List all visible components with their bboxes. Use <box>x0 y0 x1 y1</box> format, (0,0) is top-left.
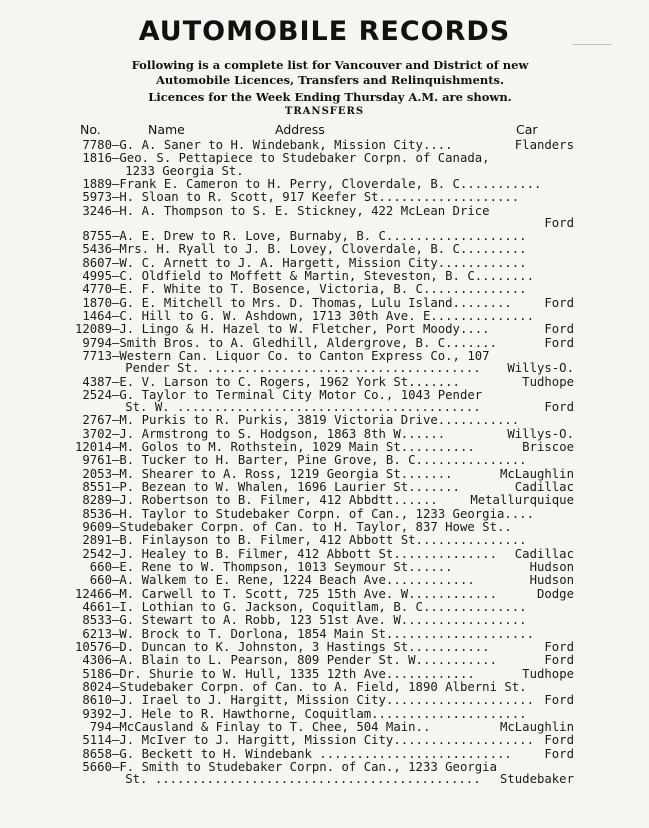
entry-line <box>66 191 574 203</box>
margin-rule <box>572 44 612 45</box>
entry-dash: — <box>112 203 120 218</box>
entry-line <box>66 428 574 440</box>
car-make: Metallurquique <box>470 493 574 508</box>
entry-dash: — <box>112 679 120 694</box>
car-make: Briscoe <box>522 440 574 455</box>
entry-line <box>66 748 574 760</box>
transfer-text: Western Can. Liquor Co. to Canton Express Co., 107 <box>119 349 490 363</box>
licence-number: 8658 <box>82 746 112 761</box>
licence-number: 4387 <box>82 374 112 389</box>
entry-line <box>66 534 574 546</box>
list-item <box>66 257 574 269</box>
section-heading: TRANSFERS <box>284 106 365 117</box>
entry-dash: — <box>112 282 120 297</box>
list-item <box>66 561 574 573</box>
entry-dash: — <box>112 586 120 601</box>
entry-dash: — <box>112 493 120 508</box>
transfer-text: W. C. Arnett to J. A. Hargett, Mission City............ <box>119 255 527 270</box>
list-item <box>66 761 574 785</box>
entry-dash: — <box>112 480 120 495</box>
car-make: Studebaker <box>499 772 574 787</box>
list-item <box>66 628 574 640</box>
list-item <box>66 734 574 746</box>
transfer-text: M. Carwell to T. Scott, 725 15th Ave. W............ <box>119 586 497 601</box>
entry-dash: — <box>112 426 120 441</box>
transfer-text: G. Taylor to Terminal City Motor Co., 1043 Pender <box>119 387 483 402</box>
licence-number: 660 <box>89 573 112 588</box>
transfer-text: C. Oldfield to Moffett & Martin, Steveston, B. C........ <box>119 269 534 284</box>
entry-line <box>66 561 574 573</box>
transfer-text: A. E. Drew to R. Love, Burnaby, B. C................... <box>119 229 527 244</box>
transfer-text: M. Purkis to R. Purkis, 3819 Victoria Drive........... <box>119 413 520 428</box>
entry-continuation <box>66 217 574 229</box>
transfer-text: A. Blain to L. Pearson, 809 Pender St. W........... <box>119 653 497 668</box>
entry-dash: — <box>112 706 120 721</box>
entry-dash: — <box>112 613 120 628</box>
entry-line <box>66 297 574 309</box>
entry-line <box>66 694 574 706</box>
entry-dash: — <box>112 599 120 614</box>
entry-line <box>66 481 574 493</box>
entry-line <box>66 668 574 680</box>
list-item <box>66 152 574 176</box>
car-make: Ford <box>544 335 574 350</box>
entry-dash: — <box>112 453 120 468</box>
transfer-text: H. A. Thompson to S. E. Stickney, 422 McLean Drice <box>119 203 490 218</box>
transfer-text: J. Lingo & H. Hazel to W. Fletcher, Port Moody.... <box>119 322 490 337</box>
car-make: Dodge <box>536 586 574 601</box>
list-item <box>66 494 574 506</box>
column-header-address: Address <box>275 122 325 137</box>
transfer-text: A. Walkem to E. Rene, 1224 Beach Ave............ <box>119 573 475 588</box>
entry-continuation <box>66 165 574 177</box>
page-title: AUTOMOBILE RECORDS <box>138 16 511 47</box>
licence-number: 8610 <box>82 693 112 708</box>
transfer-text: W. Brock to T. Dorlona, 1854 Main St.................... <box>119 626 534 641</box>
transfer-text: G. E. Mitchell to Mrs. D. Thomas, Lulu Island........ <box>119 295 512 310</box>
entry-line <box>66 243 574 255</box>
transfer-text: H. Sloan to R. Scott, 917 Keefer St................... <box>119 190 520 205</box>
licence-number: 7780 <box>82 138 112 152</box>
continuation-text: St. ............................................ <box>125 772 481 787</box>
column-header-name: Name <box>148 122 185 137</box>
entry-line <box>66 721 574 733</box>
entry-line <box>66 178 574 190</box>
entry-line <box>66 414 574 426</box>
licence-number: 12014 <box>74 440 112 455</box>
entry-line <box>66 641 574 653</box>
transfer-text: Mrs. H. Ryall to J. B. Lovey, Cloverdale, B. C......... <box>119 242 527 257</box>
licence-number: 9392 <box>82 706 112 721</box>
transfer-text: M. Shearer to A. Ross, 1219 Georgia St....... <box>119 466 453 481</box>
list-item <box>66 283 574 295</box>
entry-dash: — <box>112 746 120 761</box>
licence-number: 8755 <box>82 229 112 244</box>
entry-dash: — <box>112 255 120 270</box>
transfer-text: D. Duncan to K. Johnston, 3 Hastings St........... <box>119 639 490 654</box>
car-make: Ford <box>544 733 574 748</box>
list-item <box>66 428 574 440</box>
list-item <box>66 310 574 322</box>
transfer-text: J. McIver to J. Hargitt, Mission City................... <box>119 733 534 748</box>
list-item <box>66 414 574 426</box>
list-item <box>66 588 574 600</box>
transfer-text: J. Hele to R. Hawthorne, Coquitlam..................... <box>119 706 527 721</box>
entry-continuation <box>66 773 574 785</box>
transfer-text: M. Golos to M. Rothstein, 1029 Main St.......... <box>119 440 475 455</box>
entry-line <box>66 310 574 322</box>
licence-number: 8536 <box>82 506 112 521</box>
entry-dash: — <box>112 666 120 681</box>
licence-number: 3702 <box>82 426 112 441</box>
list-item <box>66 614 574 626</box>
car-make: McLaughlin <box>499 466 574 481</box>
entry-dash: — <box>112 309 120 324</box>
car-make: Ford <box>544 639 574 654</box>
transfer-text: Studebaker Corpn. of Can. to A. Field, 1890 Alberni St. <box>119 679 527 694</box>
entry-dash: — <box>112 374 120 389</box>
list-item <box>66 205 574 229</box>
licence-number: 8607 <box>82 255 112 270</box>
list-item <box>66 574 574 586</box>
entry-dash: — <box>112 506 120 521</box>
list-item <box>66 139 574 151</box>
list-item <box>66 350 574 374</box>
entry-dash: — <box>112 520 120 535</box>
licence-number: 5660 <box>82 759 112 774</box>
list-item <box>66 191 574 203</box>
transfer-text: F. Smith to Studebaker Corpn. of Can., 1233 Georgia <box>119 759 497 774</box>
intro-line-1: Following is a complete list for Vancouver and District of new <box>131 58 529 72</box>
car-make: Ford <box>544 215 574 230</box>
licence-number: 9794 <box>82 335 112 350</box>
licence-number: 5436 <box>82 242 112 257</box>
entry-line <box>66 494 574 506</box>
car-make: Ford <box>544 653 574 668</box>
entry-line <box>66 323 574 335</box>
entry-line <box>66 708 574 720</box>
list-item <box>66 668 574 680</box>
entry-line <box>66 601 574 613</box>
transfer-text: J. Healey to B. Filmer, 412 Abbott St.............. <box>119 546 497 561</box>
list-item <box>66 454 574 466</box>
entry-line <box>66 257 574 269</box>
list-item <box>66 243 574 255</box>
entry-dash: — <box>112 573 120 588</box>
licence-number: 660 <box>89 560 112 574</box>
licence-number: 12089 <box>74 322 112 337</box>
licence-number: 7713 <box>82 349 112 363</box>
entry-line <box>66 441 574 453</box>
licence-number: 794 <box>89 719 112 734</box>
entry-dash: — <box>112 719 120 734</box>
transfer-text: Dr. Shurie to W. Hull, 1335 12th Ave............ <box>119 666 475 681</box>
car-make: Hudson <box>529 573 574 588</box>
entry-dash: — <box>112 759 120 774</box>
entry-dash: — <box>112 138 120 152</box>
car-make: Ford <box>544 746 574 761</box>
entry-line <box>66 508 574 520</box>
licence-number: 4770 <box>82 282 112 297</box>
entry-continuation <box>66 362 574 374</box>
licence-number: 1464 <box>82 309 112 324</box>
licence-number: 6213 <box>82 626 112 641</box>
licence-number: 5186 <box>82 666 112 681</box>
transfer-text: E. F. White to T. Bosence, Victoria, B. C.............. <box>119 282 527 297</box>
entry-dash: — <box>112 466 120 481</box>
column-header-car: Car <box>516 122 538 137</box>
entry-line <box>66 574 574 586</box>
list-item <box>66 681 574 693</box>
transfer-text: Smith Bros. to A. Gledhill, Aldergrove, B. C....... <box>119 335 497 350</box>
licence-number: 9761 <box>82 453 112 468</box>
entry-dash: — <box>112 693 120 708</box>
entry-line <box>66 230 574 242</box>
entry-dash: — <box>112 349 120 363</box>
entry-line <box>66 454 574 466</box>
car-make: Willys-O. <box>507 361 574 376</box>
transfer-text: G. Stewart to A. Robb, 123 51st Ave. W................. <box>119 613 527 628</box>
list-item <box>66 468 574 480</box>
list-item <box>66 441 574 453</box>
entry-dash: — <box>112 269 120 284</box>
entry-line <box>66 270 574 282</box>
list-item <box>66 376 574 388</box>
transfer-text: E. Rene to W. Thompson, 1013 Seymour St...... <box>119 560 453 574</box>
car-make: Flanders <box>514 138 574 152</box>
car-make: Ford <box>544 322 574 337</box>
list-item <box>66 270 574 282</box>
licence-number: 10576 <box>74 639 112 654</box>
licence-number: 1816 <box>82 151 112 166</box>
transfer-text: G. Beckett to H. Windebank .......................... <box>119 746 512 761</box>
transfer-text: E. V. Larson to C. Rogers, 1962 York St....... <box>119 374 460 389</box>
entry-line <box>66 614 574 626</box>
car-make: Ford <box>544 693 574 708</box>
transfer-text: B. Finlayson to B. Filmer, 412 Abbott St............... <box>119 533 527 548</box>
licence-number: 2542 <box>82 546 112 561</box>
licence-number: 4306 <box>82 653 112 668</box>
transfer-text: B. Tucker to H. Barter, Pine Grove, B. C............... <box>119 453 527 468</box>
entry-dash: — <box>112 653 120 668</box>
transfer-text: C. Hill to G. W. Ashdown, 1713 30th Ave. E.............. <box>119 309 534 324</box>
entry-dash: — <box>112 626 120 641</box>
entry-dash: — <box>112 335 120 350</box>
entry-dash: — <box>112 560 120 574</box>
entry-dash: — <box>112 151 120 166</box>
car-make: Cadillac <box>514 546 574 561</box>
licence-number: 3246 <box>82 203 112 218</box>
entry-dash: — <box>112 322 120 337</box>
list-item <box>66 323 574 335</box>
list-item <box>66 708 574 720</box>
list-item <box>66 641 574 653</box>
intro-line-2: Automobile Licences, Transfers and Relinquishments. <box>155 73 505 87</box>
licence-number: 5973 <box>82 190 112 205</box>
transfer-text: J. Armstrong to S. Hodgson, 1863 8th W...... <box>119 426 446 441</box>
car-make: Ford <box>544 295 574 310</box>
transfer-text: G. A. Saner to H. Windebank, Mission City.... <box>119 138 453 152</box>
transfer-text: H. Taylor to Studebaker Corpn. of Can., 1233 Georgia.... <box>119 506 534 521</box>
car-make: McLaughlin <box>499 719 574 734</box>
licence-number: 8551 <box>82 480 112 495</box>
list-item <box>66 389 574 413</box>
continuation-text: St. W. ......................................... <box>125 400 481 415</box>
transfer-text: P. Bezean to W. Whalen, 1696 Laurier St....... <box>119 480 460 495</box>
entry-continuation <box>66 401 574 413</box>
licence-number: 8024 <box>82 679 112 694</box>
car-make: Ford <box>544 400 574 415</box>
list-item <box>66 297 574 309</box>
list-item <box>66 178 574 190</box>
licence-number: 9609 <box>82 520 112 535</box>
entry-dash: — <box>112 639 120 654</box>
entry-dash: — <box>112 176 120 191</box>
transfer-text: I. Lothian to G. Jackson, Coquitlam, B. C.............. <box>119 599 527 614</box>
transfer-list <box>66 139 574 786</box>
licence-number: 2524 <box>82 387 112 402</box>
entry-dash: — <box>112 533 120 548</box>
entry-line <box>66 283 574 295</box>
entry-line <box>66 468 574 480</box>
entry-dash: — <box>112 546 120 561</box>
entry-line <box>66 521 574 533</box>
continuation-text: Pender St. ..................................... <box>125 361 481 376</box>
transfer-text: J. Robertson to B. Filmer, 412 Abbdtt...... <box>119 493 438 508</box>
entry-line <box>66 628 574 640</box>
entry-line <box>66 588 574 600</box>
entry-line <box>66 205 574 217</box>
licence-number: 2891 <box>82 533 112 548</box>
list-item <box>66 601 574 613</box>
licence-number: 4995 <box>82 269 112 284</box>
list-item <box>66 508 574 520</box>
licence-number: 2767 <box>82 413 112 428</box>
continuation-text: 1233 Georgia St. <box>125 163 244 178</box>
licence-number: 4661 <box>82 599 112 614</box>
entry-line <box>66 548 574 560</box>
entry-dash: — <box>112 413 120 428</box>
licence-number: 8289 <box>82 493 112 508</box>
list-item <box>66 694 574 706</box>
list-item <box>66 721 574 733</box>
list-item <box>66 230 574 242</box>
list-item <box>66 548 574 560</box>
entry-dash: — <box>112 440 120 455</box>
list-item <box>66 521 574 533</box>
car-make: Cadillac <box>514 480 574 495</box>
transfer-text: McCausland & Finlay to T. Chee, 504 Main.. <box>119 719 431 734</box>
entry-line <box>66 337 574 349</box>
entry-line <box>66 734 574 746</box>
licence-number: 12466 <box>74 586 112 601</box>
entry-dash: — <box>112 387 120 402</box>
car-make: Hudson <box>529 560 574 574</box>
licence-number: 8533 <box>82 613 112 628</box>
licence-number: 1870 <box>82 295 112 310</box>
entry-dash: — <box>112 242 120 257</box>
transfer-text: Geo. S. Pettapiece to Studebaker Corpn. of Canada, <box>119 151 490 166</box>
transfer-text: Frank E. Cameron to H. Perry, Cloverdale, B. C........... <box>119 176 542 191</box>
entry-dash: — <box>112 295 120 310</box>
entry-dash: — <box>112 190 120 205</box>
list-item <box>66 534 574 546</box>
car-make: Willys-O. <box>507 426 574 441</box>
intro-line-3: Licences for the Week Ending Thursday A.M. are shown. <box>148 90 512 104</box>
column-header-no: No. <box>80 122 101 137</box>
list-item <box>66 654 574 666</box>
licence-number: 1889 <box>82 176 112 191</box>
transfer-text: J. Irael to J. Hargitt, Mission City.................... <box>119 693 534 708</box>
entry-line <box>66 654 574 666</box>
entry-line <box>66 376 574 388</box>
list-item <box>66 481 574 493</box>
entry-line <box>66 139 574 151</box>
car-make: Tudhope <box>522 374 574 389</box>
list-item <box>66 748 574 760</box>
entry-line <box>66 681 574 693</box>
licence-number: 5114 <box>82 733 112 748</box>
list-item <box>66 337 574 349</box>
entry-dash: — <box>112 229 120 244</box>
transfer-text: Studebaker Corpn. of Can. to H. Taylor, 837 Howe St.. <box>119 520 512 535</box>
licence-number: 2053 <box>82 466 112 481</box>
car-make: Tudhope <box>522 666 574 681</box>
entry-dash: — <box>112 733 120 748</box>
